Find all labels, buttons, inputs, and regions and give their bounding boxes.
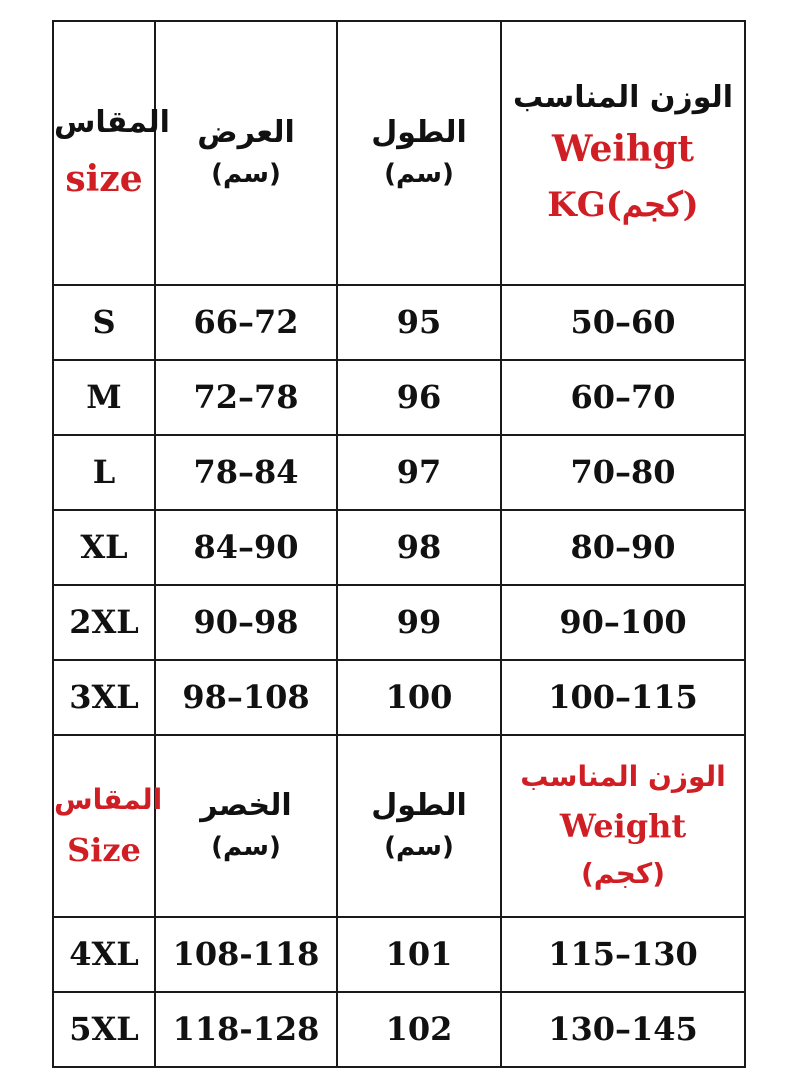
weight-cell: 60–70 [501, 360, 745, 435]
weight-cell: 50–60 [501, 285, 745, 360]
width-cell: 66–72 [155, 285, 337, 360]
subheader-length-unit: (سم) [384, 832, 454, 863]
table-subheader-row [53, 735, 745, 917]
size-cell: S [53, 285, 155, 360]
header-width-unit: (سم) [211, 159, 281, 190]
table-header-row [53, 21, 745, 285]
table-row [53, 510, 745, 585]
size-chart-table [52, 20, 746, 1068]
subheader-length-ar: الطول [371, 787, 467, 823]
width-cell: 98–108 [155, 660, 337, 735]
waist-cell: 108-118 [155, 917, 337, 992]
table-row [53, 360, 745, 435]
header-weight-en: Weihgt [551, 128, 695, 170]
header-length-ar: الطول [371, 114, 467, 150]
size-cell: 3XL [53, 660, 155, 735]
length-cell: 97 [337, 435, 501, 510]
size-cell: 4XL [53, 917, 155, 992]
weight-cell: 100–115 [501, 660, 745, 735]
subheader-waist-cell [155, 735, 337, 917]
subheader-weight-kg: (كجم) [580, 857, 665, 891]
subheader-weight-en: Weight [559, 806, 687, 845]
size-cell: M [53, 360, 155, 435]
subheader-weight-ar: الوزن المناسب [520, 760, 726, 794]
length-cell: 98 [337, 510, 501, 585]
header-size-en: size [65, 157, 143, 200]
length-cell: 101 [337, 917, 501, 992]
size-cell: 5XL [53, 992, 155, 1067]
header-size-ar: المقاس [54, 105, 170, 141]
subheader-size-en: Size [67, 830, 141, 869]
subheader-size-cell [53, 735, 163, 917]
weight-cell: 130–145 [501, 992, 745, 1067]
length-cell: 99 [337, 585, 501, 660]
weight-cell: 90–100 [501, 585, 745, 660]
header-weight-ar: الوزن المناسب [512, 79, 734, 115]
subheader-length-cell [337, 735, 501, 917]
length-cell: 96 [337, 360, 501, 435]
table-row [53, 585, 745, 660]
header-width-ar: العرض [197, 114, 295, 150]
header-length-cell [337, 21, 501, 285]
waist-cell: 118-128 [155, 992, 337, 1067]
width-cell: 90–98 [155, 585, 337, 660]
length-cell: 102 [337, 992, 501, 1067]
length-cell: 100 [337, 660, 501, 735]
header-length-unit: (سم) [384, 159, 454, 190]
size-cell: XL [53, 510, 155, 585]
subheader-size-ar: المقاس [54, 782, 163, 816]
table-row [53, 285, 745, 360]
width-cell: 72–78 [155, 360, 337, 435]
width-cell: 78–84 [155, 435, 337, 510]
subheader-waist-unit: (سم) [211, 832, 281, 863]
width-cell: 84–90 [155, 510, 337, 585]
table-row [53, 660, 745, 735]
header-width-cell [155, 21, 337, 285]
subheader-waist-ar: الخصر [200, 787, 292, 823]
weight-cell: 80–90 [501, 510, 745, 585]
size-cell: 2XL [53, 585, 155, 660]
weight-cell: 70–80 [501, 435, 745, 510]
header-size-cell [53, 21, 170, 285]
weight-cell: 115–130 [501, 917, 745, 992]
header-weight-kg: KG(كجم) [547, 185, 699, 226]
table-row [53, 992, 745, 1067]
size-cell: L [53, 435, 155, 510]
header-weight-cell [501, 21, 745, 285]
table-row [53, 917, 745, 992]
length-cell: 95 [337, 285, 501, 360]
subheader-weight-cell [501, 735, 745, 917]
table-row [53, 435, 745, 510]
